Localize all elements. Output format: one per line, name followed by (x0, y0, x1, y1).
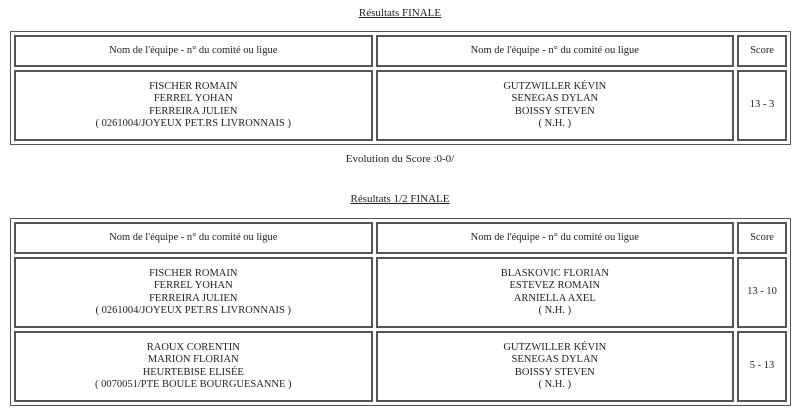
table-row (14, 257, 787, 328)
player-name: FERREL YOHAN (153, 280, 233, 291)
club-info: ( N.H. ) (538, 379, 572, 390)
header-score: Score (737, 222, 787, 254)
player-name: BLASKOVIC FLORIAN (500, 267, 609, 279)
player-name: BOISSY STEVEN (514, 105, 595, 117)
player-name: FISCHER ROMAIN (149, 80, 238, 92)
player-name: MARION FLORIAN (147, 354, 239, 365)
finale-header-row (14, 35, 787, 67)
team2-cell (376, 257, 735, 328)
player-name: ESTEVEZ ROMAIN (509, 280, 601, 291)
player-name: GUTZWILLER KÉVIN (503, 80, 607, 92)
club-info: ( N.H. ) (538, 118, 572, 129)
header-team1: Nom de l'équipe - n° du comité ou ligue (14, 35, 373, 67)
finale-title: Résultats FINALE (358, 7, 442, 19)
header-score: Score (737, 35, 787, 67)
finale-table (10, 31, 791, 145)
team1-cell (14, 331, 373, 402)
player-name: HEURTEBISE ELISÉE (142, 366, 244, 378)
player-name: GUTZWILLER KÉVIN (503, 341, 607, 353)
club-info: ( 0070051/PTE BOULE BOURGUESANNE ) (94, 379, 292, 390)
player-name: RAOUX CORENTIN (146, 341, 240, 353)
table-row (14, 70, 787, 141)
header-team1: Nom de l'équipe - n° du comité ou ligue (14, 222, 373, 254)
player-name: BOISSY STEVEN (514, 366, 595, 378)
club-info: ( N.H. ) (538, 305, 572, 316)
semifinale-header-row (14, 222, 787, 254)
club-info: ( 0261004/JOYEUX PET.RS LIVRONNAIS ) (95, 118, 292, 129)
score-evolution: Evolution du Score :0-0/ (345, 153, 455, 165)
player-name: FERREIRA JULIEN (149, 105, 238, 117)
club-info: ( 0261004/JOYEUX PET.RS LIVRONNAIS ) (95, 305, 292, 316)
header-team2: Nom de l'équipe - n° du comité ou ligue (376, 35, 735, 67)
score-cell: 5 - 13 (737, 331, 787, 402)
header-team2: Nom de l'équipe - n° du comité ou ligue (376, 222, 735, 254)
score-cell: 13 - 10 (737, 257, 787, 328)
team1-cell (14, 70, 373, 141)
semifinale-table (10, 218, 791, 406)
score-cell: 13 - 3 (737, 70, 787, 141)
team2-cell (376, 70, 735, 141)
player-name: FISCHER ROMAIN (149, 267, 238, 279)
semifinale-title: Résultats 1/2 FINALE (350, 193, 450, 205)
player-name: ARNIELLA AXEL (513, 292, 596, 304)
player-name: FERREIRA JULIEN (149, 292, 238, 304)
team2-cell (376, 331, 735, 402)
team1-cell (14, 257, 373, 328)
player-name: FERREL YOHAN (153, 93, 233, 104)
player-name: SENEGAS DYLAN (511, 93, 599, 104)
player-name: SENEGAS DYLAN (511, 354, 599, 365)
table-row (14, 331, 787, 402)
